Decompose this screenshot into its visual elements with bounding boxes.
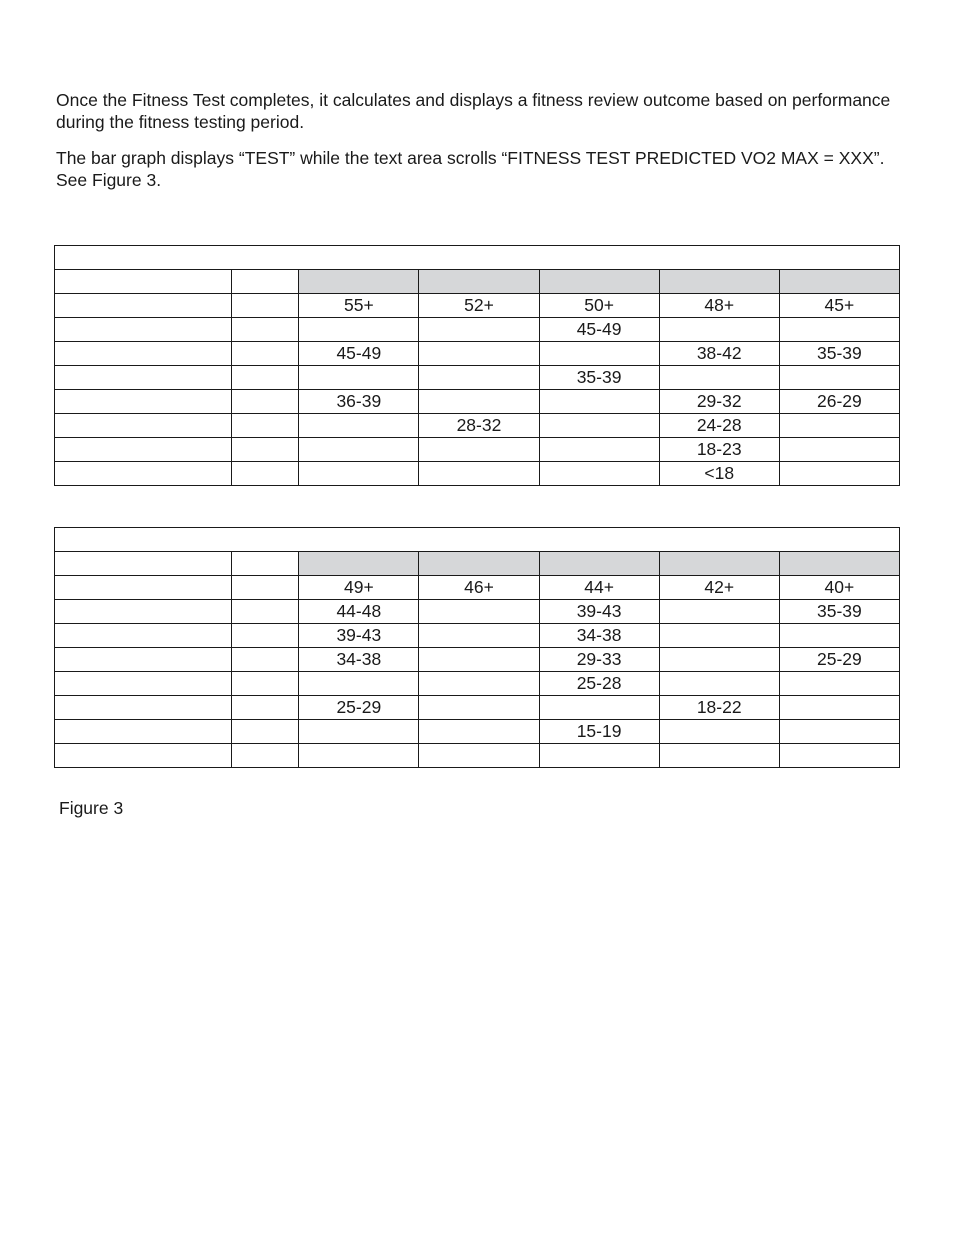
table-cell: 38-42 [659,342,779,366]
table-header-cell [55,270,232,294]
table-cell: 39-43 [299,624,419,648]
table-cell [55,414,232,438]
table-header-cell [659,270,779,294]
table-cell [779,414,899,438]
table-cell [539,462,659,486]
table-header-row [55,552,900,576]
table-row [55,624,900,648]
table-title [55,528,900,552]
table-cell: 26-29 [779,390,899,414]
table-cell: 46+ [419,576,539,600]
table-header-cell [231,552,299,576]
table-cell [231,342,299,366]
table-cell: 35-39 [779,600,899,624]
table-cell: 15-19 [539,720,659,744]
table-cell [779,720,899,744]
table-cell [55,696,232,720]
table-cell [659,366,779,390]
table-cell [299,414,419,438]
table-cell [299,462,419,486]
table-cell [231,390,299,414]
table-cell [299,720,419,744]
table-cell [231,744,299,768]
table-cell: 44+ [539,576,659,600]
table-cell [779,696,899,720]
table-cell [419,342,539,366]
table-header-cell [779,270,899,294]
table-cell [231,624,299,648]
table-cell [231,438,299,462]
table-cell: 29-32 [659,390,779,414]
table-row [55,294,900,318]
table-cell [55,576,232,600]
table-cell: <18 [659,462,779,486]
table-cell [419,390,539,414]
table-row [55,342,900,366]
table-title-row [55,528,900,552]
table-cell: 34-38 [539,624,659,648]
table-cell [231,414,299,438]
table-cell [419,672,539,696]
table-cell: 40+ [779,576,899,600]
table-cell: 18-23 [659,438,779,462]
table-cell: 45-49 [539,318,659,342]
table-cell: 45-49 [299,342,419,366]
table-cell: 44-48 [299,600,419,624]
table-cell [659,672,779,696]
table-cell [539,390,659,414]
table-cell [419,462,539,486]
table-cell: 25-29 [299,696,419,720]
table-row [55,576,900,600]
table-row [55,462,900,486]
table-cell [539,696,659,720]
fitness-table-2 [54,527,900,768]
table-cell [231,576,299,600]
table-cell [55,366,232,390]
table-cell: 25-29 [779,648,899,672]
fitness-table-1 [54,245,900,486]
table-header-cell [231,270,299,294]
table-cell: 42+ [659,576,779,600]
table-cell [659,624,779,648]
table-cell [539,414,659,438]
table-cell: 35-39 [539,366,659,390]
table-cell [299,672,419,696]
table-cell [419,600,539,624]
table-cell [539,342,659,366]
table-cell: 55+ [299,294,419,318]
table-cell [55,648,232,672]
table-cell: 18-22 [659,696,779,720]
table-cell [419,624,539,648]
table-cell [55,294,232,318]
table-cell [779,366,899,390]
table-header-cell [659,552,779,576]
table-title-row [55,246,900,270]
table-cell [659,600,779,624]
table-cell [659,720,779,744]
table-cell [659,318,779,342]
table-cell [539,438,659,462]
table-cell [55,600,232,624]
table-cell [779,318,899,342]
table-cell [231,720,299,744]
table-cell [779,672,899,696]
table-cell [659,648,779,672]
table-cell [779,744,899,768]
table-cell [55,744,232,768]
table-row [55,414,900,438]
table-cell [779,624,899,648]
table-cell [419,438,539,462]
table-cell [55,390,232,414]
table-cell [419,318,539,342]
table-cell [231,648,299,672]
table-cell [419,648,539,672]
table-cell: 28-32 [419,414,539,438]
table-cell: 49+ [299,576,419,600]
table-cell: 48+ [659,294,779,318]
table-header-cell [299,270,419,294]
table-cell [231,672,299,696]
table-cell [299,744,419,768]
table-cell [55,672,232,696]
table-cell [539,744,659,768]
table-row [55,744,900,768]
table-cell [231,366,299,390]
table-cell [231,600,299,624]
table-cell [419,744,539,768]
figure-caption: Figure 3 [59,798,124,818]
table-cell [779,462,899,486]
intro-paragraph-2: The bar graph displays “TEST” while the text area scrolls “FITNESS TEST PREDICTED VO2 MAX = XXX”. See Figure 3. [56,148,885,190]
table-header-cell [539,270,659,294]
table-cell [299,366,419,390]
table-cell: 36-39 [299,390,419,414]
table-cell [419,720,539,744]
table-row [55,390,900,414]
table-row [55,672,900,696]
table-cell [659,744,779,768]
table-row [55,366,900,390]
table-header-cell [55,552,232,576]
table-cell [419,696,539,720]
table-cell: 45+ [779,294,899,318]
table-row [55,696,900,720]
table-header-cell [299,552,419,576]
table-cell: 34-38 [299,648,419,672]
table-cell [55,720,232,744]
table-cell: 39-43 [539,600,659,624]
table-cell: 24-28 [659,414,779,438]
table-cell [55,438,232,462]
table-header-cell [779,552,899,576]
table-cell [55,624,232,648]
table-cell: 50+ [539,294,659,318]
table-header-row [55,270,900,294]
table-cell [231,462,299,486]
table-cell: 52+ [419,294,539,318]
table-cell: 35-39 [779,342,899,366]
table-cell [55,462,232,486]
table-row [55,438,900,462]
table-cell [231,318,299,342]
table-cell [231,294,299,318]
table-cell [419,366,539,390]
table-row [55,720,900,744]
table-header-cell [539,552,659,576]
table-cell: 25-28 [539,672,659,696]
table-cell [55,342,232,366]
table-cell: 29-33 [539,648,659,672]
table-header-cell [419,270,539,294]
table-cell [231,696,299,720]
table-row [55,318,900,342]
intro-paragraph-1: Once the Fitness Test completes, it calculates and displays a fitness review outcome based on performance during the fitness testing period. [56,90,891,132]
table-title [55,246,900,270]
table-cell [299,318,419,342]
table-row [55,648,900,672]
table-row [55,600,900,624]
table-cell [779,438,899,462]
table-header-cell [419,552,539,576]
table-cell [299,438,419,462]
table-cell [55,318,232,342]
